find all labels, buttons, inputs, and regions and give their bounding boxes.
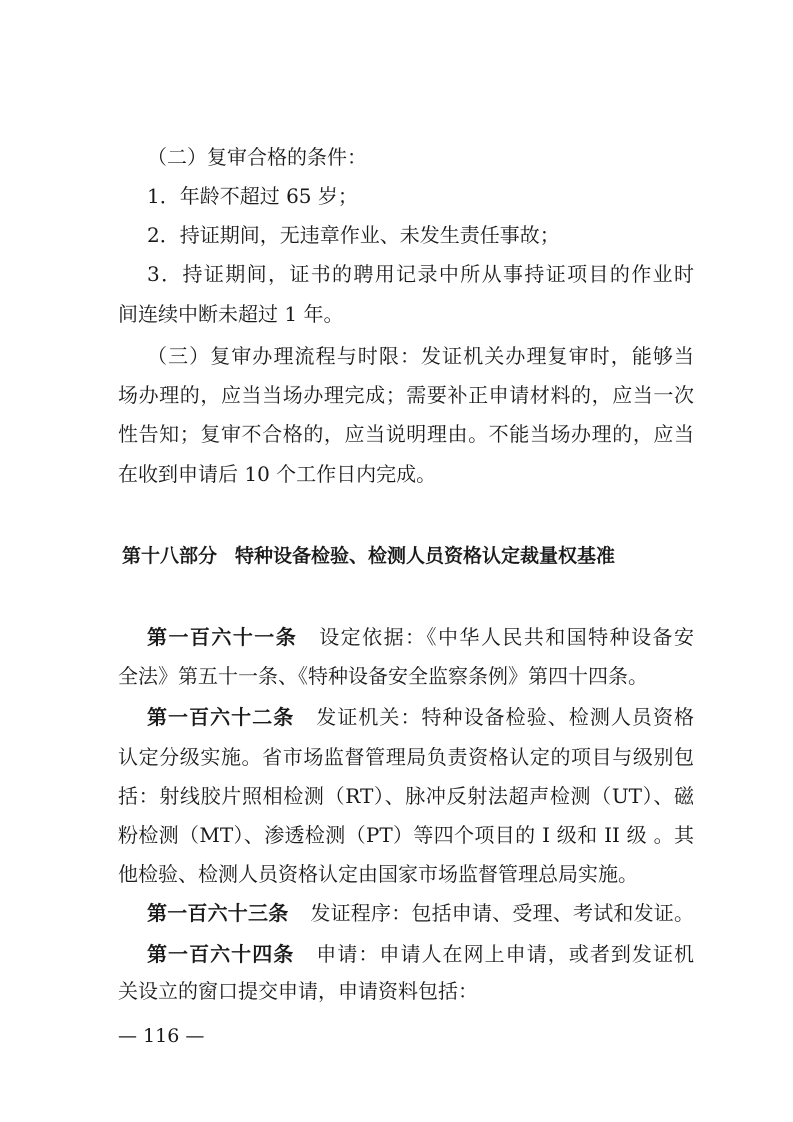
article-164 <box>147 939 694 969</box>
article-text: 设定依据：《中华人民共和国特种设备安 <box>319 625 695 649</box>
paragraph-line: 3．持证期间，证书的聘用记录中所从事持证项目的作业时 <box>147 262 694 286</box>
paragraph-line: 在收到申请后 10 个工作日内完成。 <box>118 462 437 486</box>
heading-part: 第十八部分 <box>122 545 218 567</box>
article-162 <box>147 702 694 732</box>
paragraph-line: 粉检测（MT）、渗透检测（PT）等四个项目的 I 级和 II 级 。其 <box>118 823 694 847</box>
paragraph-line: 全法》第五十一条、《特种设备安全监察条例》第四十四条。 <box>118 664 648 688</box>
paragraph-line: （三）复审办理流程与时限：发证机关办理复审时，能够当 <box>147 344 694 368</box>
paragraph-line: 2．持证期间，无违章作业、未发生责任事故； <box>147 223 560 247</box>
article-number: 第一百六十二条 <box>147 705 295 729</box>
paragraph-line: 间连续中断未超过 1 年。 <box>118 302 344 326</box>
article-number: 第一百六十四条 <box>147 942 295 966</box>
paragraph-line: 他检验、检测人员资格认定由国家市场监督管理总局实施。 <box>118 862 638 886</box>
article-number: 第一百六十三条 <box>147 901 289 925</box>
article-text: 发证程序：包括申请、受理、考试和发证。 <box>310 901 695 925</box>
paragraph-line: （二）复审合格的条件： <box>147 145 367 169</box>
paragraph-line: 场办理的，应当当场办理完成；需要补正申请材料的，应当一次 <box>118 383 694 407</box>
section-heading <box>122 541 615 568</box>
page-number: — 116 — <box>118 1025 205 1047</box>
paragraph-line: 1．年龄不超过 65 岁； <box>147 184 358 208</box>
paragraph-line: 性告知；复审不合格的，应当说明理由。不能当场办理的，应当 <box>118 422 694 446</box>
article-text: 发证机关：特种设备检验、检测人员资格 <box>316 705 695 729</box>
article-text: 申请：申请人在网上申请，或者到发证机 <box>316 942 695 966</box>
paragraph-line: 认定分级实施。省市场监督管理局负责资格认定的项目与级别包 <box>118 745 694 769</box>
paragraph-line: 关设立的窗口提交申请，申请资料包括： <box>118 979 478 1003</box>
article-161 <box>147 622 694 652</box>
article-163 <box>147 898 694 928</box>
article-number: 第一百六十一条 <box>147 625 298 649</box>
paragraph-line: 括：射线胶片照相检测（RT）、脉冲反射法超声检测（UT）、磁 <box>118 784 694 808</box>
heading-title: 特种设备检验、检测人员资格认定裁量权基准 <box>235 545 616 567</box>
